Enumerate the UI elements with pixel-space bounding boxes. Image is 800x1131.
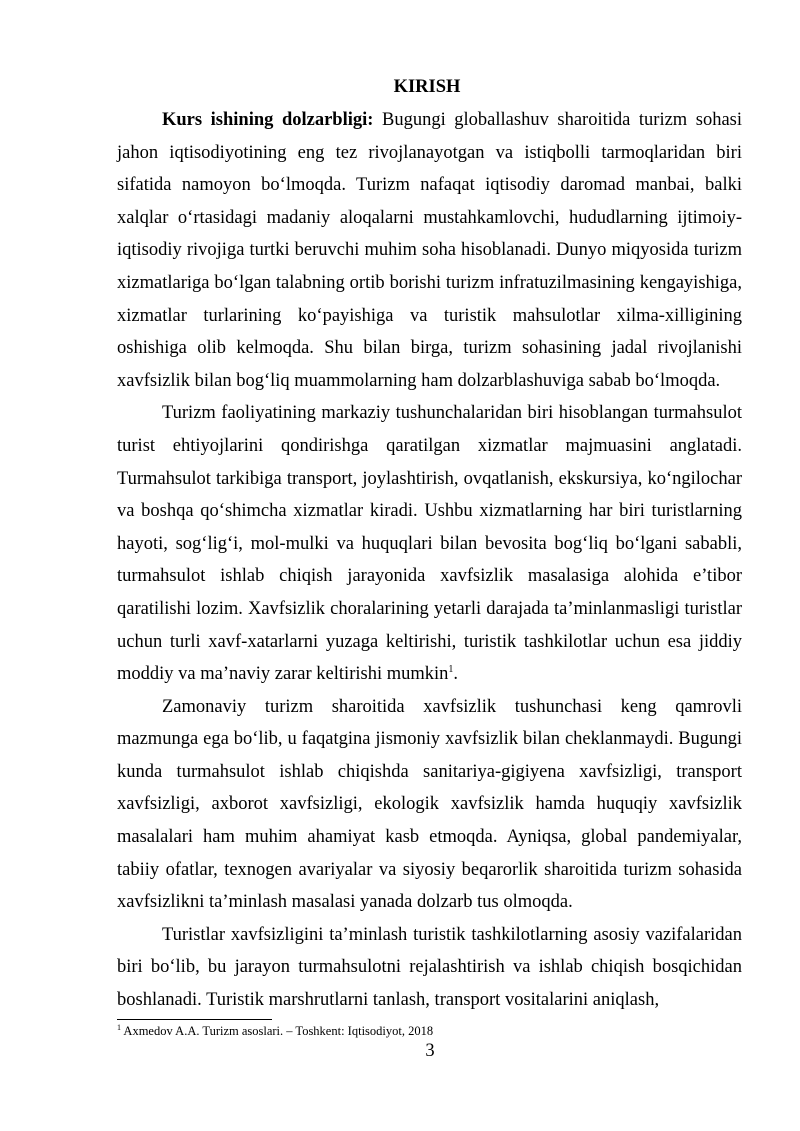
footnote-text: Axmedov A.A. Turizm asoslari. – Toshkent: Iqtisodiyot, 2018 bbox=[121, 1024, 434, 1038]
footnote bbox=[117, 1023, 742, 1039]
paragraph-text: Zamonaviy turizm sharoitida xavfsizlik tushunchasi keng qamrovli mazmunga ega bo‘lib, u faqatgina jismoniy xavfsizlik bilan cheklanmaydi. Bugungi kunda turmahsulot ishlab chiqishda sanitariya-gigiyena xavfsizligi, transport xavfsizligi, axborot xavfsizligi, ekologik xavfsizlik hamda huquqiy xavfsizlik masalalari ham muhim ahamiyat kasb etmoqda. Ayniqsa, global pandemiyalar, tabiiy ofatlar, texnogen avariyalar va siyosiy beqarorlik sharoitida turizm sohasida xavfsizlikni ta’minlash masalasi yanada dolzarb tus olmoqda. bbox=[117, 696, 742, 913]
paragraph-lead: Kurs ishining dolzarbligi: bbox=[162, 110, 374, 130]
paragraph-tourproduct bbox=[117, 397, 742, 690]
paragraph-text: Turizm faoliyatining markaziy tushunchalaridan biri hisoblangan turmahsulot turist ehtiyojlarini qondirishga qaratilgan xizmatlar majmuasini anglatadi. Turmahsulot tarkibiga transport, joylashtirish, ovqatlanish, ekskursiya, ko‘ngilochar va boshqa qo‘shimcha xizmatlar kiradi. Ushbu xizmatlarning har biri turistlarning hayoti, sog‘lig‘i, mol-mulki va huquqlari bilan bevosita bog‘liq bo‘lgani sababli, turmahsulot ishlab chiqish jarayonida xavfsizlik masalasiga alohida e’tibor qaratilishi lozim. Xavfsizlik choralarining yetarli darajada ta’minlanmasligi turistlar uchun turli xavf-xatarlarni yuzaga keltirishi, turistik tashkilotlar uchun esa jiddiy moddiy va ma’naviy zarar keltirishi mumkin bbox=[117, 403, 742, 685]
footnote-reference[interactable]: 1 bbox=[448, 663, 454, 675]
footnote-marker: 1 bbox=[117, 1022, 121, 1032]
page-number: 3 bbox=[425, 1041, 435, 1061]
section-heading: KIRISH bbox=[393, 77, 461, 97]
body-text bbox=[117, 104, 742, 1017]
footnote-separator bbox=[117, 1019, 272, 1020]
paragraph-relevance bbox=[117, 104, 742, 397]
paragraph-tourist-safety bbox=[117, 919, 742, 1017]
paragraph-modern-safety bbox=[117, 691, 742, 919]
paragraph-text: Bugungi globallashuv sharoitida turizm sohasi jahon iqtisodiyotining eng tez rivojlanayotgan va istiqbolli tarmoqlaridan biri sifatida namoyon bo‘lmoqda. Turizm nafaqat iqtisodiy daromad manbai, balki xalqlar o‘rtasidagi madaniy aloqalarni mustahkamlovchi, hududlarning ijtimoiy-iqtisodiy rivojiga turtki beruvchi muhim soha hisoblanadi. Dunyo miqyosida turizm xizmatlariga bo‘lgan talabning ortib borishi turizm infratuzilmasining kengayishiga, xizmatlar turlarining ko‘payishiga va turistik mahsulotlar xilma-xilligining oshishiga olib kelmoqda. Shu bilan birga, turizm sohasining jadal rivojlanishi xavfsizlik bilan bog‘liq muammolarning ham dolzarblashuviga sabab bo‘lmoqda. bbox=[117, 110, 742, 391]
paragraph-tail: . bbox=[453, 664, 458, 685]
paragraph-text: Turistlar xavfsizligini ta’minlash turistik tashkilotlarning asosiy vazifalaridan biri bo‘lib, bu jarayon turmahsulotni rejalashtirish va ishlab chiqish bosqichidan boshlanadi. Turistik marshrutlarni tanlash, transport vositalarini aniqlash, bbox=[117, 924, 742, 1011]
